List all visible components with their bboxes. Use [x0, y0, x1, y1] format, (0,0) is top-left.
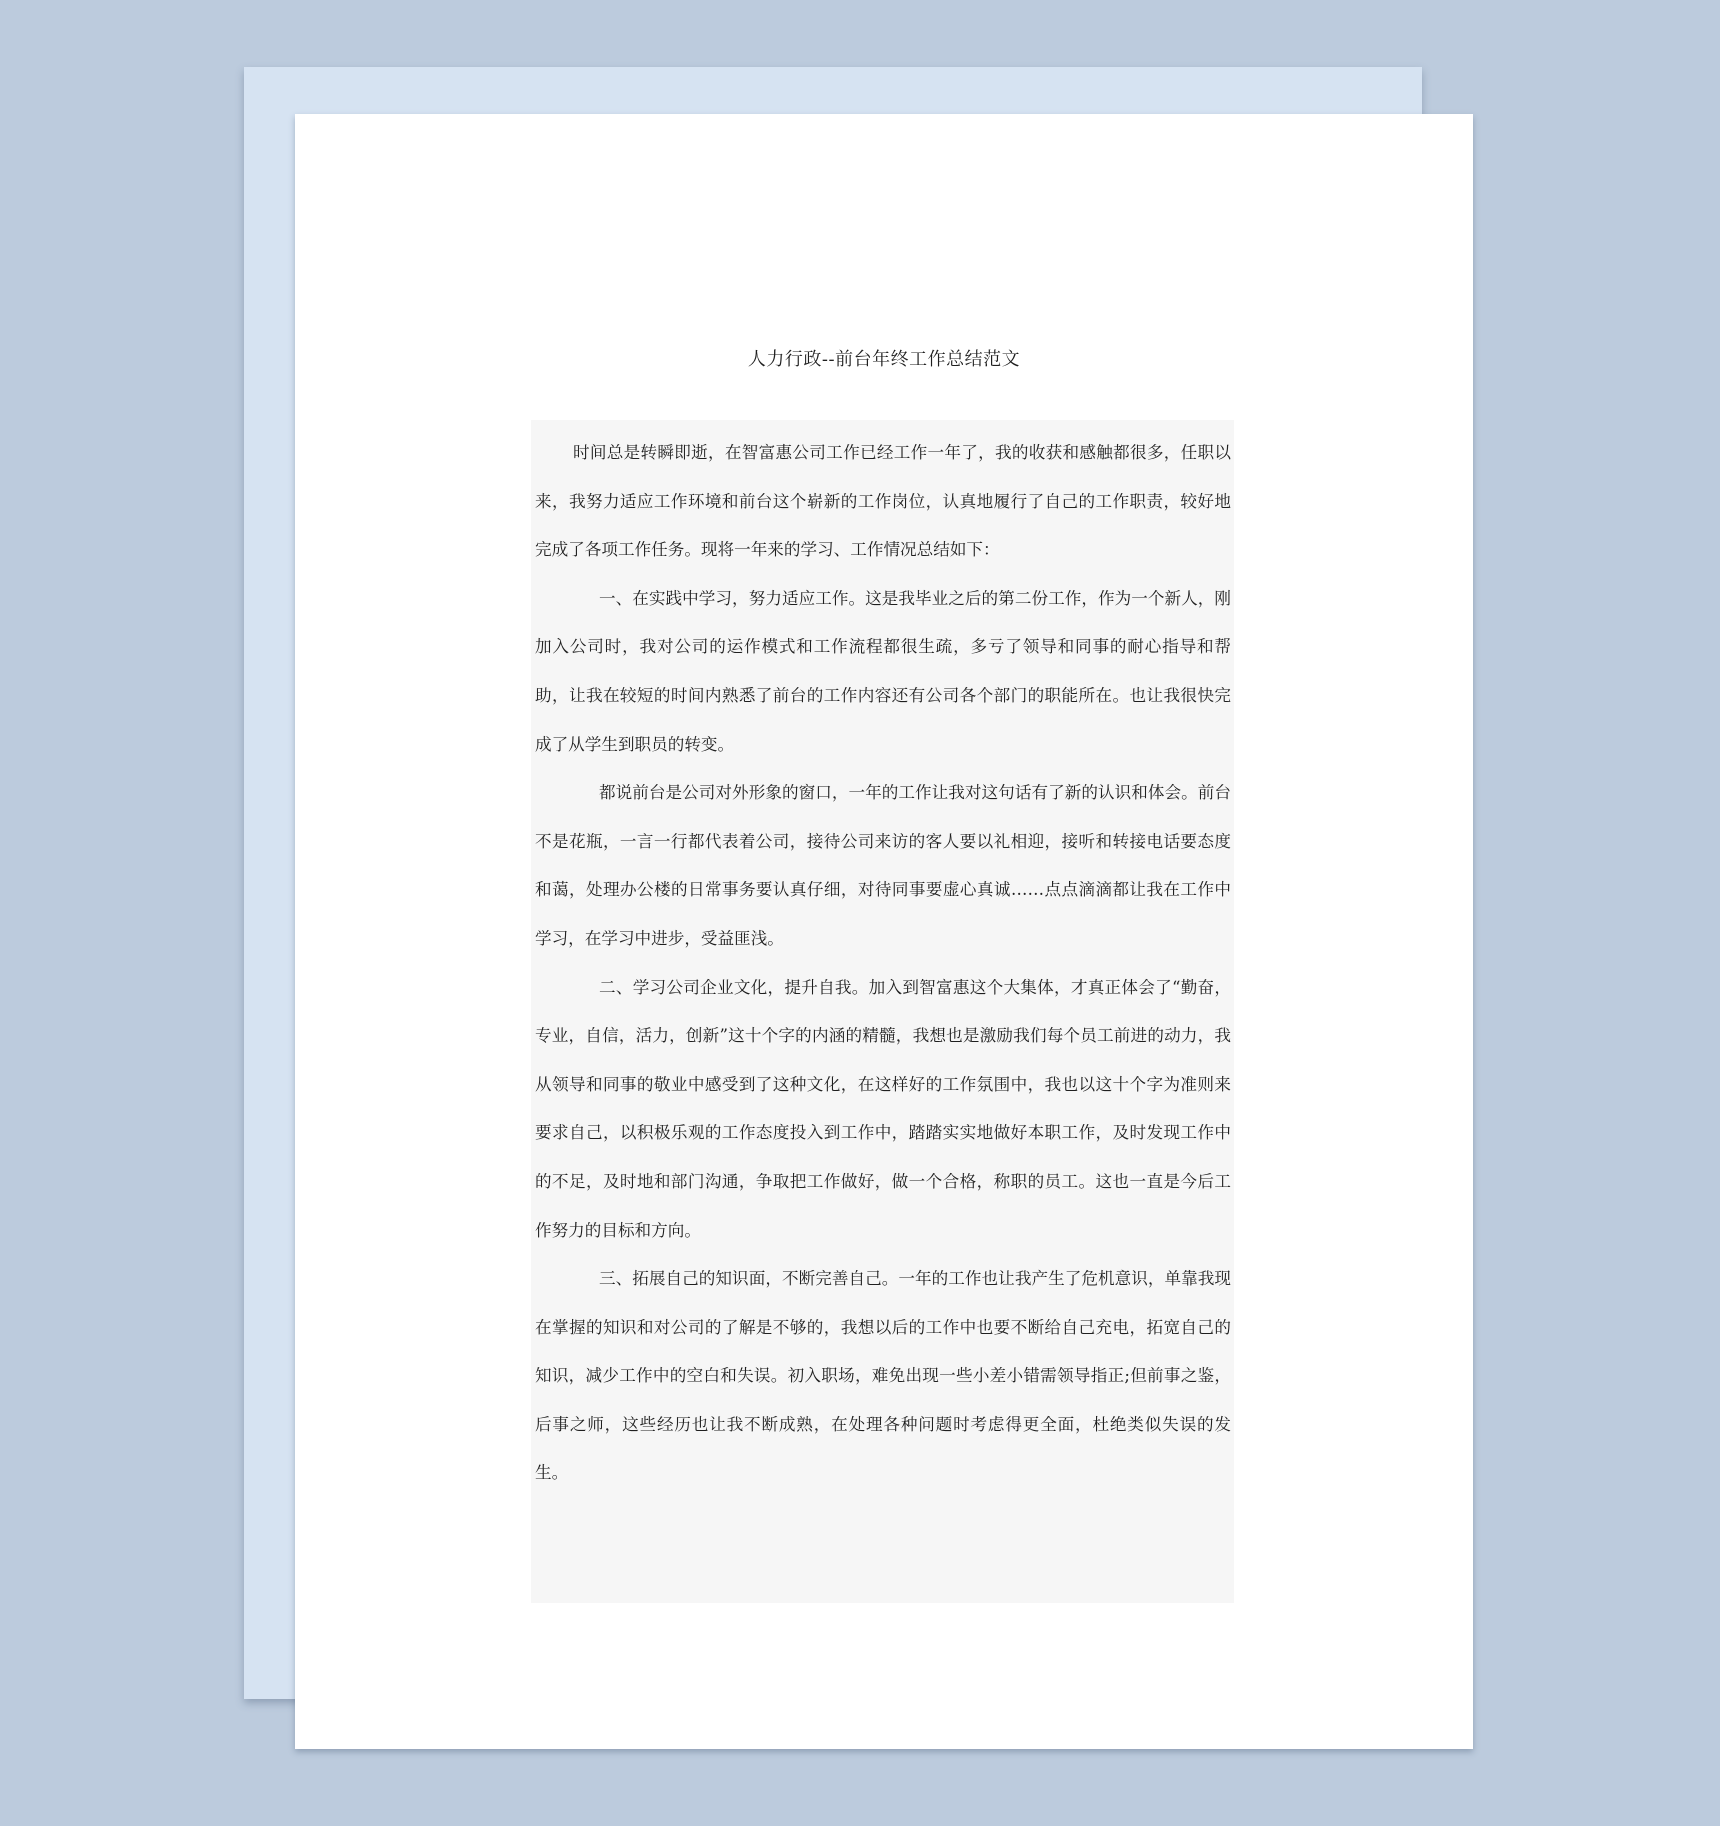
paragraph-section-one: 一、在实践中学习，努力适应工作。这是我毕业之后的第二份工作，作为一个新人，刚加入公司时，我对公司的运作模式和工作流程都很生疏，多亏了领导和同事的耐心指导和帮助，让我在较短的时间内熟悉了前台的工作内容还有公司各个部门的职能所在。也让我很快完成了从学生到职员的转变。 — [535, 588, 1231, 754]
paragraph-front-desk: 都说前台是公司对外形象的窗口，一年的工作让我对这句话有了新的认识和体会。前台不是花瓶，一言一行都代表着公司，接待公司来访的客人要以礼相迎，接听和转接电话要态度和蔼，处理办公楼的日常事务要认真仔细，对待同事要虚心真诚……点点滴滴都让我在工作中学习，在学习中进步，受益匪浅。 — [535, 783, 1231, 948]
paragraph-section-three: 三、拓展自己的知识面，不断完善自己。一年的工作也让我产生了危机意识，单靠我现在掌握的知识和对公司的了解是不够的，我想以后的工作中也要不断给自己充电，拓宽自己的知识，减少工作中的空白和失误。初入职场，难免出现一些小差小错需领导指正;但前事之鉴，后事之师，这些经历也让我不断成熟，在处理各种问题时考虑得更全面，杜绝类似失误的发生。 — [535, 1269, 1231, 1483]
paragraph-section-two: 二、学习公司企业文化，提升自我。加入到智富惠这个大集体，才真正体会了“勤奋，专业，自信，活力，创新”这十个字的内涵的精髓，我想也是激励我们每个员工前进的动力，我从领导和同事的敬业中感受到了这种文化，在这样好的工作氛围中，我也以这十个字为准则来要求自己，以积极乐观的工作态度投入到工作中，踏踏实实地做好本职工作，及时发现工作中的不足，及时地和部门沟通，争取把工作做好，做一个合格，称职的员工。这也一直是今后工作努力的目标和方向。 — [535, 977, 1231, 1240]
document-page — [295, 114, 1473, 1749]
paragraph-intro: 时间总是转瞬即逝，在智富惠公司工作已经工作一年了，我的收获和感触都很多，任职以来，我努力适应工作环境和前台这个崭新的工作岗位，认真地履行了自己的工作职责，较好地完成了各项工作任务。现将一年来的学习、工作情况总结如下： — [535, 443, 1231, 560]
document-body — [531, 420, 1234, 1603]
document-title: 人力行政--前台年终工作总结范文 — [747, 349, 1021, 370]
